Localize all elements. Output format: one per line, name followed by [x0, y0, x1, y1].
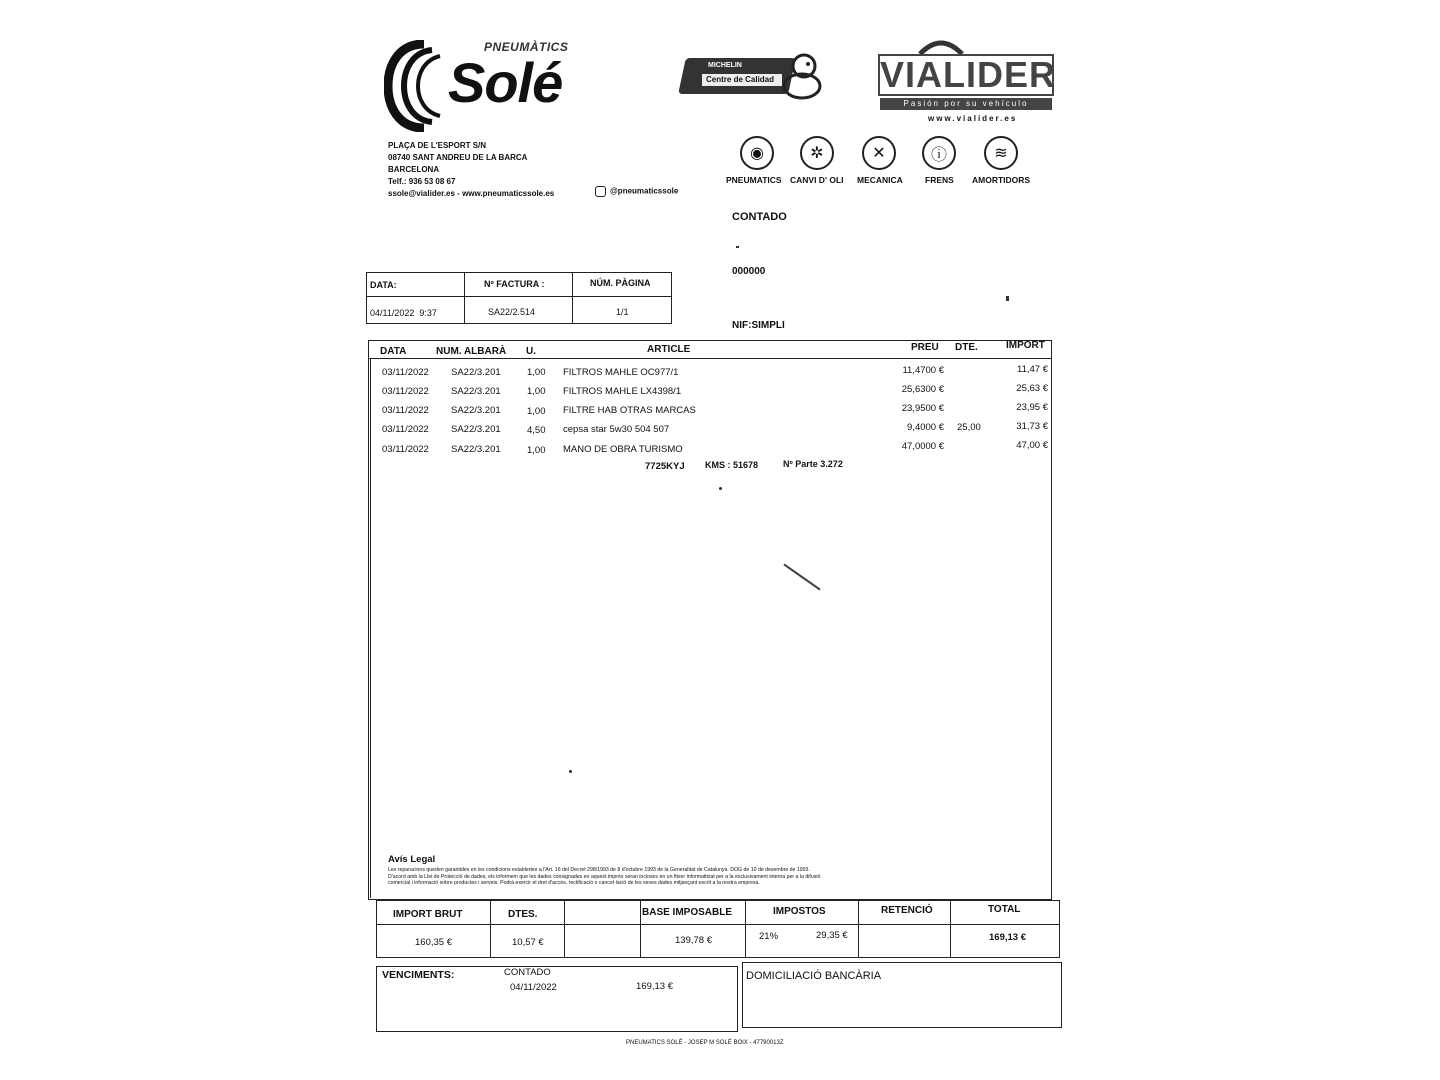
legal-line: Les reparacions queden garantides en les condicions establertes a l'Art. 16 del Decret 298/1993 de 8 d'octubre 1993 de la Generalitat de Catalunya. DOG de 10 de desembre de 1993. — [388, 867, 810, 873]
brand-top-text: PNEUMÀTICS — [484, 40, 569, 54]
tax-value: 29,35 € — [816, 930, 848, 941]
row-albara: SA22/3.201 — [451, 405, 501, 416]
col-header-article: ARTICLE — [647, 344, 691, 355]
discounts-label: DTES. — [508, 909, 538, 920]
tire-logo-icon — [384, 40, 446, 132]
service-label: PNEUMATICS — [726, 175, 782, 185]
michelin-text: MICHELIN — [708, 62, 742, 69]
part-number: Nº Parte 3.272 — [783, 459, 843, 469]
client-code: 000000 — [732, 266, 766, 277]
legal-line: D'acord amb la Llei de Protecció de dades, els informem que les dades consignades en aquest imprès seran incloses en un fitxer informatitzat per a la exclusivament interna per a la difusió — [388, 873, 821, 880]
row-amount: 47,00 € — [1016, 440, 1048, 451]
row-units: 1,00 — [527, 367, 546, 378]
legal-line: comercial i informació sobre productes i serveis. Podrà exercir el dret d'accés, rectificació o cancel·lació de les seves dades mitjançant escrit a la nostra empresa. — [388, 880, 760, 886]
row-date: 03/11/2022 — [382, 405, 429, 416]
invoice-page — [360, 20, 1080, 1060]
table-header-divider — [368, 358, 1052, 359]
invoice-number: SA22/2.514 — [488, 307, 536, 317]
col-header-units: U. — [526, 346, 536, 357]
row-units: 4,50 — [527, 425, 546, 436]
divider — [366, 296, 672, 297]
service-label: MECANICA — [857, 175, 903, 185]
divider — [370, 358, 371, 898]
total-value: 169,13 € — [989, 932, 1026, 943]
row-albara: SA22/3.201 — [451, 386, 501, 397]
row-albara: SA22/3.201 — [451, 444, 501, 455]
service-label: FRENS — [925, 175, 954, 185]
vialider-tagline: Pasión por su vehículo — [880, 98, 1052, 110]
bank-label: DOMICILIACIÓ BANCÀRIA — [746, 970, 882, 982]
client-nif: NIF:SIMPLI — [732, 320, 785, 331]
wrench-icon: ✕ — [862, 136, 896, 170]
company-email-web: ssole@vialider.es - www.pneumaticssole.es — [388, 189, 555, 198]
divider — [490, 900, 491, 958]
row-units: 1,00 — [527, 386, 546, 397]
michelin-logo — [682, 52, 827, 104]
scan-speck — [736, 246, 739, 248]
row-article: cepsa star 5w30 504 507 — [563, 424, 670, 435]
col-header-amount: IMPORT — [1006, 340, 1045, 351]
row-article: FILTROS MAHLE LX4398/1 — [563, 386, 682, 397]
due-date: 04/11/2022 — [510, 982, 557, 993]
vehicle-plate: 7725KYJ — [645, 461, 685, 472]
base-value: 139,78 € — [675, 935, 712, 946]
row-amount: 31,73 € — [1016, 421, 1048, 432]
row-price: 9,4000 € — [907, 422, 944, 433]
divider — [858, 900, 859, 958]
divider — [745, 900, 746, 958]
brake-icon: ⓘ — [922, 136, 956, 170]
gross-label: IMPORT BRUT — [393, 909, 463, 920]
vialider-logo — [878, 38, 1058, 130]
row-amount: 23,95 € — [1016, 402, 1048, 413]
row-albara: SA22/3.201 — [451, 367, 501, 378]
row-price: 47,0000 € — [901, 441, 944, 452]
row-date: 03/11/2022 — [382, 386, 429, 397]
scan-speck — [1006, 296, 1009, 301]
row-article: MANO DE OBRA TURISMO — [563, 444, 683, 455]
row-amount: 25,63 € — [1016, 383, 1048, 394]
col-header-price: PREU — [911, 342, 939, 353]
row-discount: 25,00 — [957, 422, 981, 433]
legal-notice — [388, 854, 1028, 887]
due-label: VENCIMENTS: — [382, 969, 455, 981]
retention-label: RETENCIÓ — [881, 905, 933, 916]
tire-icon: ◉ — [740, 136, 774, 170]
client-type: CONTADO — [732, 211, 787, 223]
total-label: TOTAL — [988, 904, 1021, 915]
divider — [640, 900, 641, 958]
row-albara: SA22/3.201 — [451, 424, 501, 435]
footer-text: PNEUMATICS SOLÉ - JOSEP M SOLÉ BOIX - 47790013Z — [626, 1040, 784, 1046]
divider — [572, 272, 573, 324]
instagram-handle: @pneumaticssole — [610, 186, 679, 196]
row-article: FILTRE HAB OTRAS MARCAS — [563, 405, 696, 416]
company-phone: Telf.: 936 53 08 67 — [388, 177, 456, 186]
row-amount: 11,47 € — [1017, 364, 1048, 375]
legal-title: Avís Legal — [388, 854, 436, 865]
michelin-sub: Centre de Calidad — [706, 75, 775, 84]
page-number: 1/1 — [616, 307, 629, 317]
row-units: 1,00 — [527, 406, 546, 417]
address-line: BARCELONA — [388, 165, 440, 174]
date-label: DATA: — [370, 280, 397, 290]
divider — [464, 272, 465, 324]
row-date: 03/11/2022 — [382, 367, 429, 378]
col-header-date: DATA — [380, 346, 407, 357]
divider — [950, 900, 951, 958]
row-date: 03/11/2022 — [382, 444, 429, 455]
divider — [376, 924, 1060, 925]
divider — [564, 900, 565, 958]
shock-absorber-icon: ≋ — [984, 136, 1018, 170]
vialider-name: VIALIDER — [880, 54, 1057, 95]
row-price: 25,6300 € — [901, 384, 944, 395]
invoice-date: 04/11/2022 9:37 — [370, 308, 437, 318]
brand-name: Solé — [448, 51, 563, 114]
base-label: BASE IMPOSABLE — [642, 907, 733, 918]
address-line: PLAÇA DE L'ESPORT S/N — [388, 141, 487, 150]
michelin-man-icon — [780, 52, 826, 102]
row-units: 1,00 — [527, 445, 546, 456]
invoice-number-label: Nº FACTURA : — [484, 279, 545, 289]
vehicle-kms: KMS : 51678 — [705, 460, 759, 470]
tax-rate: 21% — [759, 931, 779, 942]
col-header-discount: DTE. — [955, 342, 978, 353]
oil-icon: ✲ — [800, 136, 834, 170]
due-amount: 169,13 € — [636, 981, 673, 992]
company-address — [388, 140, 554, 200]
row-article: FILTROS MAHLE OC977/1 — [563, 367, 679, 378]
vialider-web: www.vialider.es — [928, 114, 1018, 123]
due-type: CONTADO — [504, 967, 551, 978]
scan-speck — [569, 770, 572, 773]
row-date: 03/11/2022 — [382, 424, 429, 435]
page-number-label: NÚM. PÀGINA — [590, 278, 651, 288]
address-line: 08740 SANT ANDREU DE LA BARCA — [388, 153, 528, 162]
service-label: AMORTIDORS — [972, 175, 1031, 185]
row-price: 11,4700 € — [902, 365, 944, 376]
company-instagram — [595, 186, 678, 197]
scan-speck — [719, 487, 722, 490]
instagram-icon — [595, 186, 606, 197]
col-header-albara: NUM. ALBARÀ — [436, 346, 507, 357]
row-price: 23,9500 € — [901, 403, 944, 414]
taxes-label: IMPOSTOS — [773, 906, 826, 917]
gross-value: 160,35 € — [415, 937, 452, 948]
discounts-value: 10,57 € — [512, 937, 544, 948]
service-label: CANVI D' OLI — [790, 175, 844, 185]
